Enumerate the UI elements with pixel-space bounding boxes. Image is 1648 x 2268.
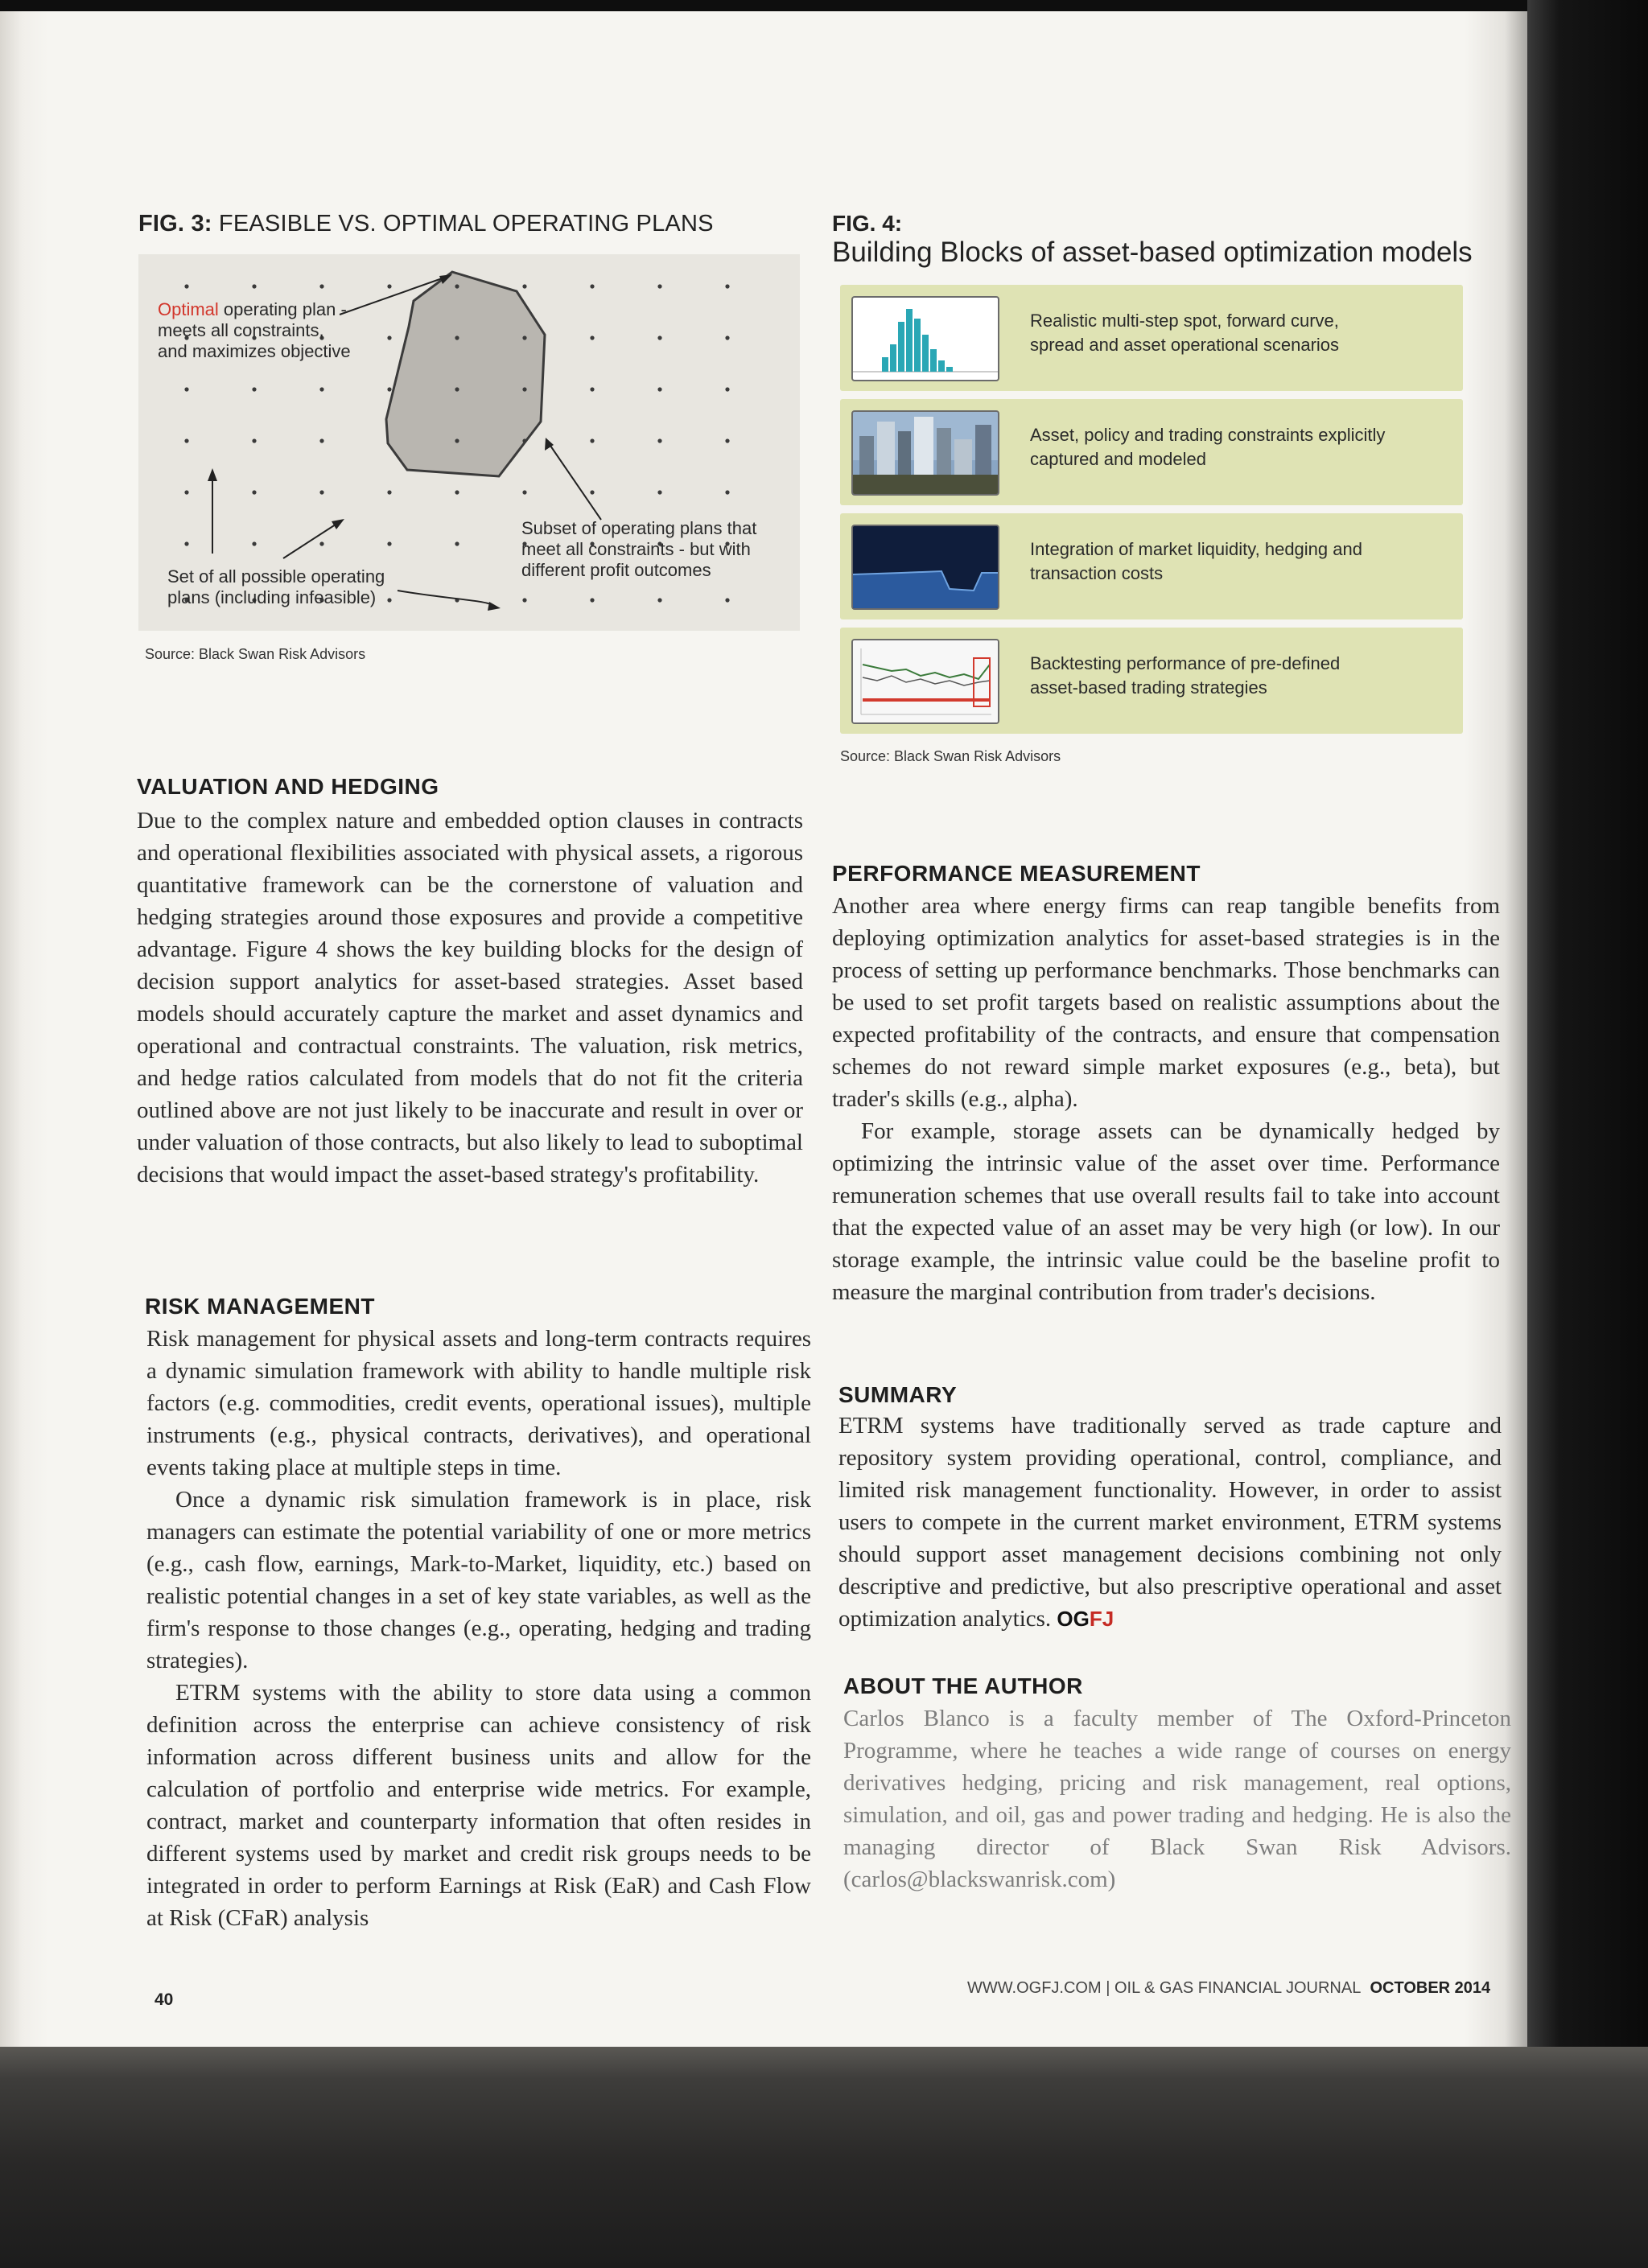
block-line2: captured and modeled: [1030, 449, 1206, 469]
grid-dot: [657, 284, 661, 288]
grid-dot: [590, 387, 594, 391]
performance-paragraph-2: For example, storage assets can be dynamically hedged by optimizing the intrinsic value of the asset over time. Performance remuneration schemes that use overall results fail to take into account that the expected value of an asset may be very high (or low). In our storage example, the intrinsic value could be the baseline profit to measure the marginal contribution from trader's decisions.: [832, 1118, 1500, 1305]
page-footer: [967, 1979, 1490, 1998]
grid-dot: [319, 490, 323, 494]
block-line2: transaction costs: [1030, 563, 1164, 583]
fig4-label: FIG. 4:: [832, 211, 903, 236]
grid-dot: [522, 438, 526, 442]
grid-dot: [184, 387, 188, 391]
set-line2: plans (including infeasible): [167, 587, 377, 607]
performance-paragraph-1: Another area where energy firms can reap tangible benefits from deploying optimization analytics for asset-based strategies is in the process of setting up performance benchmarks. Those benchmarks can be used to set profit targets based on realistic assumptions about the expected profitability of the contracts, and ensure that compensation schemes do not reward simple market exposures (e.g., beta), but trader's skills (e.g., alpha).: [832, 893, 1500, 1112]
block-line1: Backtesting performance of pre-defined: [1030, 653, 1341, 673]
block-line2: spread and asset operational scenarios: [1030, 335, 1340, 355]
grid-dot: [319, 541, 323, 545]
grid-dot: [184, 284, 188, 288]
risk-paragraph-3: ETRM systems with the ability to store data using a common definition across the enterprise can achieve consistency of risk information across different business units and allow for the calculation of portfolio and enterprise wide metrics. For example, contract, market and counterparty information that often resides in different systems used by market and credit risk groups needs to be integrated in order to perform Earnings at Risk (EaR) and Cash Flow at Risk (CFaR) analysis: [146, 1680, 811, 1931]
subset-line1: Subset of operating plans that: [521, 518, 757, 538]
backtest-chart-icon: [851, 639, 999, 724]
grid-dot: [455, 284, 459, 288]
grid-dot: [455, 387, 459, 391]
page-number: 40: [154, 1990, 174, 2009]
grid-dot: [725, 387, 729, 391]
grid-dot: [252, 490, 256, 494]
grid-dot: [184, 541, 188, 545]
city-skyline-icon: [851, 410, 999, 496]
grid-dot: [455, 335, 459, 340]
fig3-source: Source: Black Swan Risk Advisors: [145, 646, 366, 662]
grid-dot: [725, 335, 729, 340]
grid-dot: [252, 541, 256, 545]
set-label: [167, 566, 385, 608]
arrow-subset: [550, 446, 601, 520]
set-line1: Set of all possible operating: [167, 566, 385, 587]
arrow-diagonal: [283, 523, 338, 558]
grid-dot: [522, 335, 526, 340]
ogfj-mark-fj: FJ: [1089, 1607, 1114, 1631]
valuation-paragraph: Due to the complex nature and embedded option clauses in contracts and operational flexibilities associated with physical assets, a rigorous quantitative framework can be the cornerstone of valuation and hedging strategies around those exposures and provide a competitive advantage. Figure 4 shows the key building blocks for the design of decision support analytics for asset-based strategies. Asset based models should accurately capture the market and asset dynamics and operational and contractual constraints. The valuation, risk metrics, and hedge ratios calculated from models that do not fit the criteria outlined above are not just likely to be inaccurate and result in over or under valuation of those contracts, but also likely to lead to suboptimal decisions that would impact the asset-based strategy's profitability.: [137, 808, 803, 1188]
grid-dot: [590, 598, 594, 602]
fig3-label: FIG. 3:: [138, 211, 212, 237]
summary-text: ETRM systems have traditionally served as trade capture and repository system providing operational, control, compliance, and limited risk management functionality. However, in order to assist users to compete in the current market environment, ETRM systems should support asset management decisions combining not only descriptive and predictive, but also prescriptive operational and asset optimization analytics.: [838, 1413, 1502, 1632]
block-text: [1030, 652, 1448, 700]
grid-dot: [725, 598, 729, 602]
optimal-rest-line1: operating plan -: [218, 299, 347, 319]
grid-dot: [657, 438, 661, 442]
footer-publication: OIL & GAS FINANCIAL JOURNAL: [1114, 1979, 1362, 1997]
feasible-region-polygon: [386, 272, 545, 476]
grid-dot: [590, 284, 594, 288]
scan-bottom-shadow: [0, 2047, 1648, 2268]
grid-dot: [387, 335, 391, 340]
block-line1: Asset, policy and trading constraints explicitly: [1030, 425, 1386, 445]
grid-dot: [319, 438, 323, 442]
footer-separator: |: [1106, 1979, 1110, 1997]
grid-dot: [184, 438, 188, 442]
histogram-icon: [851, 296, 999, 381]
grid-dot: [657, 490, 661, 494]
author-body: [843, 1702, 1511, 1895]
risk-paragraph-1: Risk management for physical assets and long-term contracts requires a dynamic simulation framework with ability to handle multiple risk factors (e.g. commodities, credit events, operational issues), multiple instruments (e.g., physical contracts, derivatives), and operational events taking place at multiple steps in time.: [146, 1326, 811, 1480]
grid-dot: [590, 335, 594, 340]
risk-body: [146, 1323, 811, 1934]
author-paragraph: Carlos Blanco is a faculty member of The Oxford-Princeton Programme, where he teaches a wide range of courses on energy derivatives hedging, pricing and risk management, real options, simulation, and oil, gas and power trading and hedging. He is also the managing director of Black Swan Risk Advisors. (carlos@blackswanrisk.com): [843, 1706, 1511, 1892]
author-heading: ABOUT THE AUTHOR: [843, 1673, 1083, 1698]
footer-issue: OCTOBER 2014: [1370, 1979, 1491, 1997]
grid-dot: [522, 284, 526, 288]
performance-heading: PERFORMANCE MEASUREMENT: [832, 861, 1201, 886]
subset-label: [521, 518, 756, 581]
valuation-heading: VALUATION AND HEDGING: [137, 774, 439, 799]
grid-dot: [252, 387, 256, 391]
grid-dot: [319, 284, 323, 288]
optimal-word: Optimal: [158, 299, 219, 319]
fig4-source: Source: Black Swan Risk Advisors: [840, 748, 1061, 764]
optimal-plan-label: [158, 299, 351, 362]
optimal-line3: and maximizes objective: [158, 341, 351, 361]
grid-dot: [252, 284, 256, 288]
grid-dot: [455, 541, 459, 545]
grid-dot: [522, 598, 526, 602]
block-text: [1030, 423, 1448, 471]
grid-dot: [184, 490, 188, 494]
block-line1: Realistic multi-step spot, forward curve,: [1030, 311, 1339, 331]
grid-dot: [657, 598, 661, 602]
fig3-heading: [138, 211, 714, 237]
summary-heading: SUMMARY: [838, 1382, 958, 1407]
block-text: [1030, 537, 1448, 586]
footer-site: WWW.OGFJ.COM: [967, 1979, 1102, 1997]
arrow-right: [398, 591, 492, 605]
book-spine-shadow: [1527, 0, 1648, 2268]
grid-dot: [522, 387, 526, 391]
arrowhead-up: [208, 468, 217, 481]
ogfj-mark-og: OG: [1057, 1607, 1090, 1631]
grid-dot: [725, 284, 729, 288]
fig4-block-backtesting: [840, 628, 1463, 734]
grid-dot: [319, 387, 323, 391]
performance-body: [832, 890, 1500, 1308]
valuation-body: [137, 805, 803, 1191]
fig4-block-liquidity: [840, 513, 1463, 619]
grid-dot: [522, 490, 526, 494]
grid-dot: [590, 490, 594, 494]
liquidity-curve-icon: [851, 525, 999, 610]
block-line2: asset-based trading strategies: [1030, 677, 1267, 698]
block-text: [1030, 309, 1448, 357]
grid-dot: [387, 490, 391, 494]
ogfj-end-mark: [1057, 1607, 1114, 1631]
risk-heading: RISK MANAGEMENT: [145, 1294, 375, 1319]
grid-dot: [252, 438, 256, 442]
subset-line2: meet all constraints - but with: [521, 539, 751, 559]
fig4-title: Building Blocks of asset-based optimization models: [832, 237, 1473, 268]
grid-dot: [387, 284, 391, 288]
grid-dot: [387, 387, 391, 391]
fig4-block-constraints: [840, 399, 1463, 505]
grid-dot: [387, 598, 391, 602]
fig4-block-scenarios: [840, 285, 1463, 391]
grid-dot: [590, 438, 594, 442]
fig3-diagram: [138, 254, 800, 631]
risk-paragraph-2: Once a dynamic risk simulation framework is in place, risk managers can estimate the potential variability of one or more metrics (e.g., cash flow, earnings, Mark-to-Market, liquidity, etc.) based on realistic potential changes in a set of key state variables, as well as the firm's response to those changes (e.g., operating, hedging and trading strategies).: [146, 1487, 811, 1673]
grid-dot: [725, 438, 729, 442]
scan-top-edge: [0, 0, 1648, 11]
arrowhead-right: [488, 602, 501, 611]
arrowhead-diagonal: [332, 519, 344, 529]
optimal-line2: meets all constraints,: [158, 320, 324, 340]
grid-dot: [657, 387, 661, 391]
grid-dot: [657, 335, 661, 340]
grid-dot: [455, 438, 459, 442]
subset-line3: different profit outcomes: [521, 560, 711, 580]
summary-paragraph: [838, 1410, 1502, 1635]
fig3-title: FEASIBLE VS. OPTIMAL OPERATING PLANS: [218, 211, 714, 237]
grid-dot: [455, 490, 459, 494]
block-line1: Integration of market liquidity, hedging and: [1030, 539, 1362, 559]
grid-dot: [725, 490, 729, 494]
grid-dot: [387, 541, 391, 545]
summary-body: [838, 1410, 1502, 1635]
